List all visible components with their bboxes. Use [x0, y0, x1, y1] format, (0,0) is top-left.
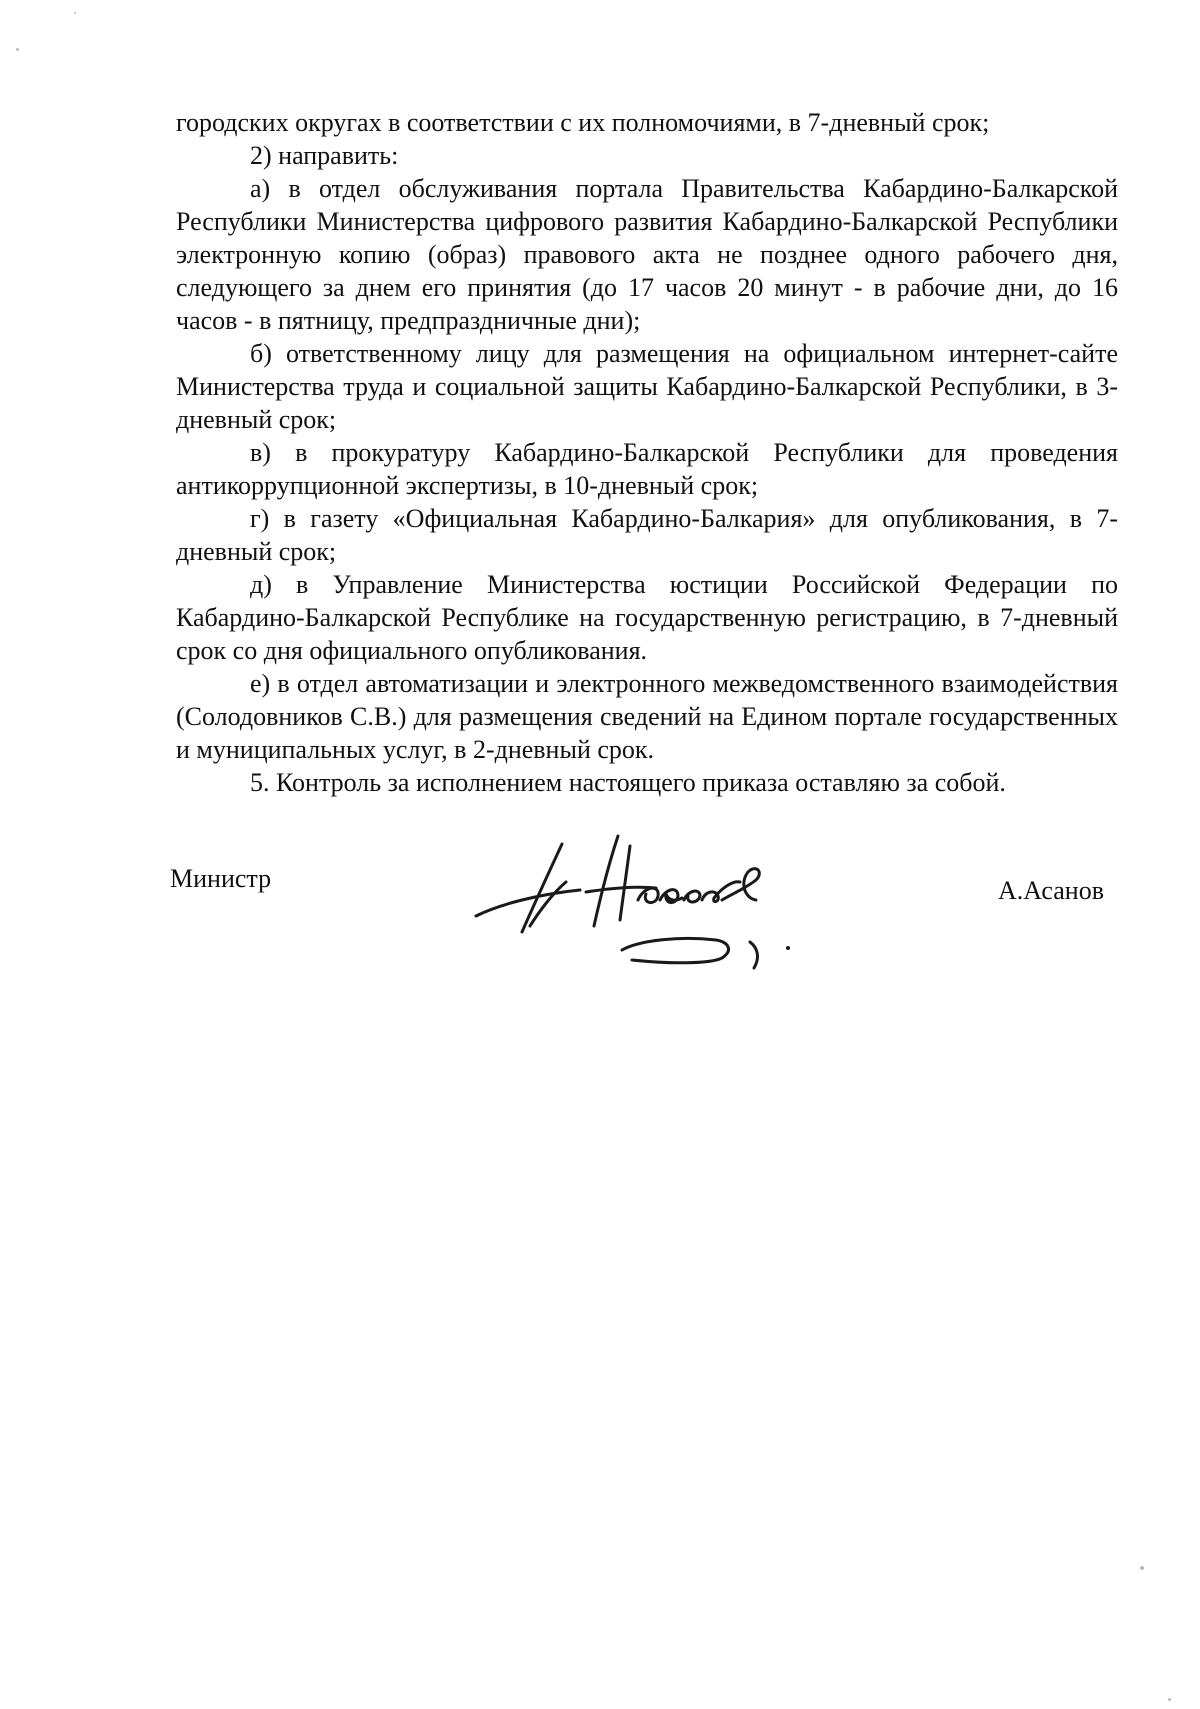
- signer-name: А.Асанов: [998, 876, 1104, 905]
- scan-speck: [74, 12, 76, 14]
- paragraph-item-d: д) в Управление Министерства юстиции Российской Федерации по Кабардино-Балкарской Республике на государственную регистрацию, в 7-дневный срок со дня официального опубликования.: [176, 570, 1118, 665]
- paragraph-item-a: а) в отдел обслуживания портала Правительства Кабардино-Балкарской Республики Министерства цифрового развития Кабардино-Балкарской Республики электронную копию (образ) правового акта не позднее одного рабочего дня, следующего за днем его принятия (до 17 часов 20 минут - в рабочие дни, до 16 часов - в пятницу, предпраздничные дни);: [176, 174, 1118, 335]
- paragraph-item-g: г) в газету «Официальная Кабардино-Балкария» для опубликования, в 7-дневный срок;: [176, 504, 1118, 566]
- paragraph-item-e: е) в отдел автоматизации и электронного межведомственного взаимодействия (Солодовников С.В.) для размещения сведений на Едином портале государственных и муниципальных услуг, в 2-дневный срок.: [176, 669, 1118, 764]
- paragraph-control-clause: 5. Контроль за исполнением настоящего приказа оставляю за собой.: [250, 768, 1006, 797]
- scan-speck: [1168, 1698, 1171, 1701]
- scan-speck: [1140, 1566, 1144, 1570]
- paragraph-item-b: б) ответственному лицу для размещения на официальном интернет-сайте Министерства труда и социальной защиты Кабардино-Балкарской Республики, в 3-дневный срок;: [176, 339, 1118, 434]
- handwritten-signature: [470, 830, 810, 970]
- signer-position-title: Министр: [170, 864, 272, 893]
- paragraph-item-v: в) в прокуратуру Кабардино-Балкарской Республики для проведения антикоррупционной экспертизы, в 10-дневный срок;: [176, 438, 1118, 500]
- scan-speck: [16, 48, 19, 51]
- paragraph-send-to: 2) направить:: [250, 141, 399, 170]
- order-body: [176, 106, 1118, 799]
- paragraph-municipal-districts: городских округах в соответствии с их полномочиями, в 7-дневный срок;: [176, 108, 990, 137]
